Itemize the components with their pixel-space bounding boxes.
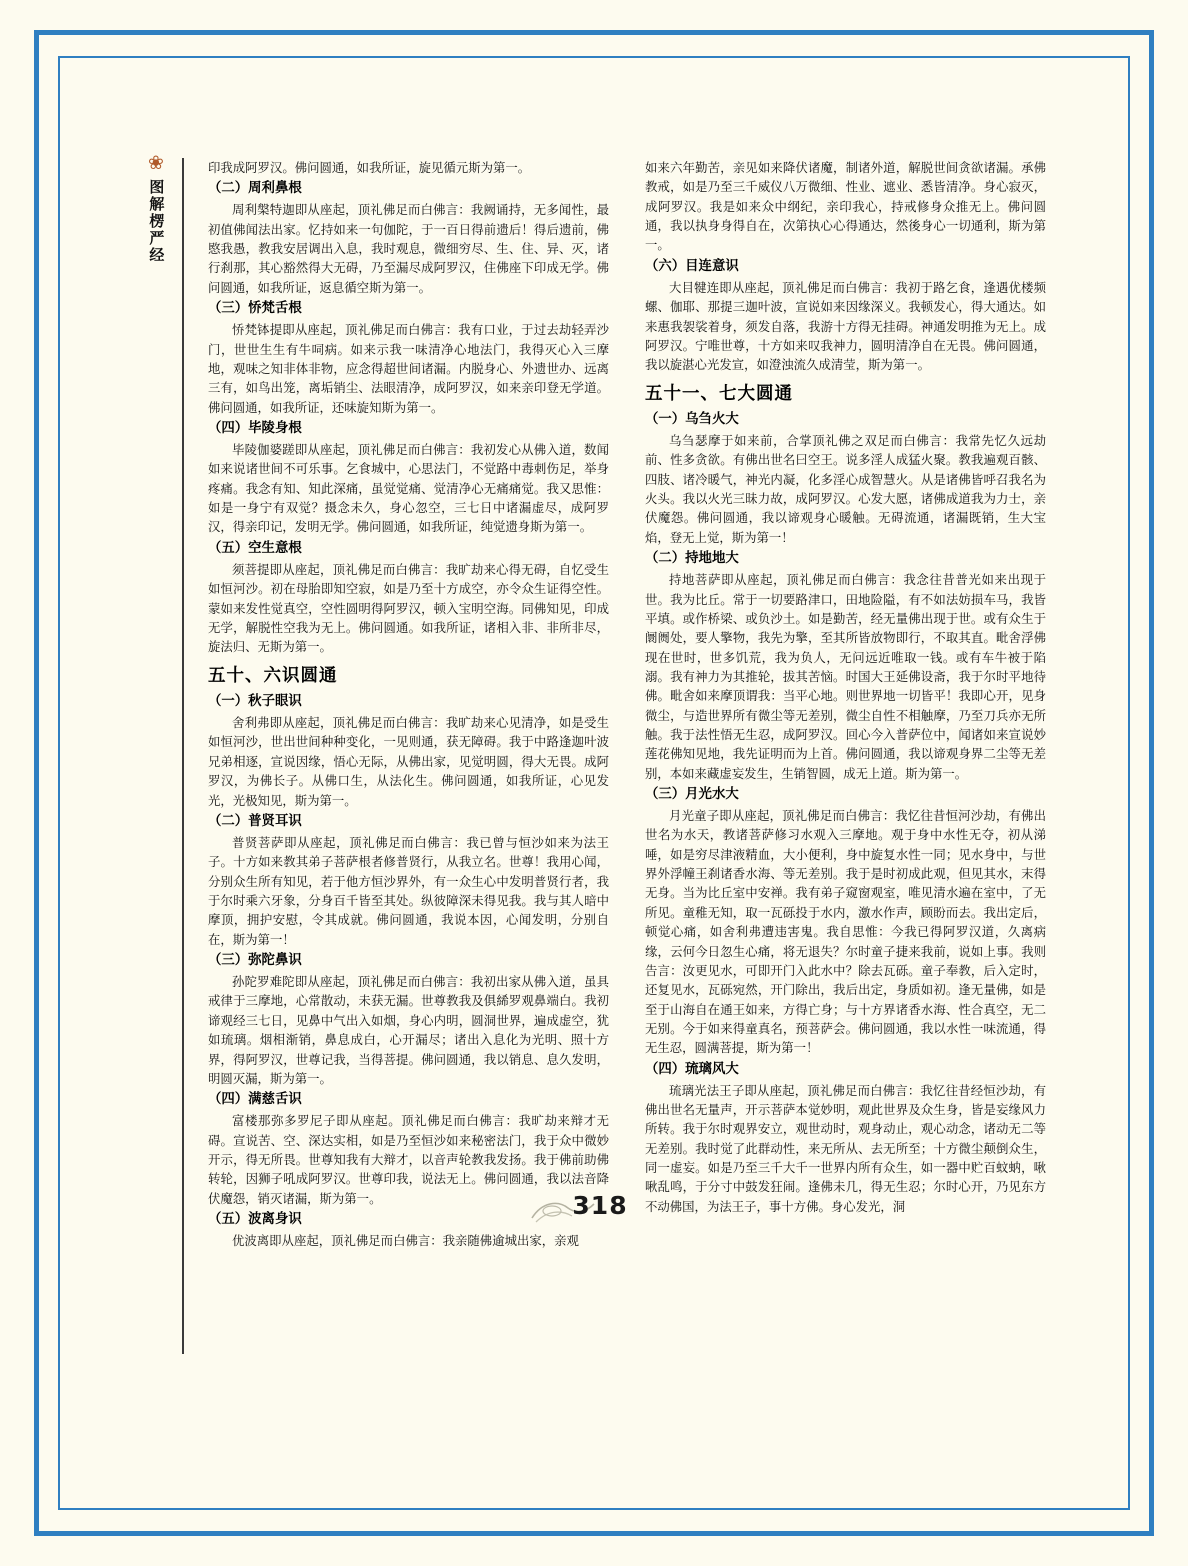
body-paragraph: 印我成阿罗汉。佛问圆通，如我所证，旋见循元斯为第一。 bbox=[208, 160, 531, 175]
left-text-column bbox=[208, 158, 609, 1251]
subsection-heading: （二）持地地大 bbox=[645, 551, 739, 567]
subsection-heading: （二）普贤耳识 bbox=[208, 813, 302, 829]
body-paragraph: 优波离即从座起，顶礼佛足而白佛言：我亲随佛逾城出家，亲观 bbox=[232, 1233, 579, 1249]
body-paragraph: 月光童子即从座起，顶礼佛足而白佛言：我忆往昔恒河沙劫，有佛出世名为水天，教诸菩萨修习水观入三摩地。观于身中水性无夺，初从涕唾，如是穷尽津液精血，大小便利，身中旋复水性一同；见水身中，与世界外浮幢王刹诸香水海、等无差别。我于是时初成此观，但见其水，末得无身。当为比丘室中安禅。我有弟子窥窗观室，唯见清水遍在室中，了无所见。童稚无知，取一瓦砾投于水内，激水作声，顾盼而去。我出定后，顿觉心痛，如舍利弗遭违害鬼。我自思惟：今我已得阿罗汉道，久离病缘，云何今日忽生心痛，将无退失？尔时童子捷来我前，说如上事。我则告言：汝更见水，可即开门入此水中？除去瓦砾。童子奉教，后入定时，还复见水，瓦砾宛然，开门除出，我后出定，身质如初。逢无量佛，如是至于山海自在通王如来，方得亡身；与十方界诸香水海、性合真空，无二无别。今于如来得童真名，预菩萨会。佛问圆通，我以水性一味流通，得无生忍，圆满菩提，斯为第一！ bbox=[645, 808, 1046, 1056]
subsection-heading: （一）乌刍火大 bbox=[645, 411, 739, 427]
right-text-column bbox=[645, 158, 1046, 1251]
body-paragraph: 大目犍连即从座起，顶礼佛足而白佛言：我初于路乞食，逢遇优楼频螺、伽耶、那提三迦叶波，宣说如来因缘深义。我顿发心，得大通达。如来惠我袈裟着身，须发自落，我游十方得无挂碍。神通发明推为无上。成阿罗汉。宁唯世尊，十方如来叹我神力，圆明清净自在无畏。佛问圆通，我以旋湛心光发宣，如澄浊流久成清莹，斯为第一。 bbox=[645, 279, 1046, 373]
column-divider-rule bbox=[182, 158, 184, 1354]
flower-icon: ❀ bbox=[148, 152, 164, 174]
text-columns bbox=[208, 158, 1046, 1251]
book-title: 图解楞严经 bbox=[147, 179, 166, 264]
body-paragraph: 普贤菩萨即从座起，顶礼佛足而白佛言：我已曾与恒沙如来为法王子。十方如来教其弟子菩萨根者修普贤行，从我立名。世尊！我用心闻，分别众生所有知见，若于他方恒沙界外，有一众生心中发明普贤行者，我于尔时乘六牙象，分身百千皆至其处。纵彼障深未得见我。我与其人暗中摩顶，拥护安慰，令其成就。佛问圆通，我说本因，心闻发明，分别自在，斯为第一！ bbox=[208, 834, 609, 947]
body-paragraph: 如来六年勤苦，亲见如来降伏诸魔，制诸外道，解脱世间贪欲诸漏。承佛教戒，如是乃至三千威仪八万微细、性业、遮业、悉皆清净。身心寂灭，成阿罗汉。我是如来众中纲纪，亲印我心，持戒修身众推无上。佛问圆通，我以执身身得自在，次第执心心得通达，然後身心一切通利，斯为第一。 bbox=[645, 160, 1046, 253]
subsection-heading: （四）满慈舌识 bbox=[208, 1092, 302, 1108]
subsection-heading: （一）秋子眼识 bbox=[208, 694, 302, 710]
book-side-tab bbox=[134, 154, 178, 268]
body-paragraph: 须菩提即从座起，顶礼佛足而白佛言：我旷劫来心得无碍，自忆受生如恒河沙。初在母胎即知空寂，如是乃至十方成空，亦令众生证得空性。蒙如来发性觉真空，空性圆明得阿罗汉，顿入宝明空海。同佛知见，印成无学，解脱性空我为无上。佛问圆通。如我所证，诸相入非、非所非尽，旋法归、无斯为第一。 bbox=[208, 561, 609, 655]
subsection-heading: （三）月光水大 bbox=[645, 786, 739, 802]
body-paragraph: 持地菩萨即从座起，顶礼佛足而白佛言：我念往昔普光如来出现于世。我为比丘。常于一切要路津口，田地险隘，有不如法妨损车马，我皆平填。或作桥梁、或负沙土。如是勤苦，经无量佛出现于世。或有众生于阛阓处，要人擎物，我先为擎，至其所皆放物即行，不取其直。毗舍浮佛现在世时，世多饥荒，我为负人，无问远近唯取一钱。或有车牛被于陷溺。我有神力为其推轮，拔其苦恼。时国大王延佛设斋，我于尔时平地待佛。毗舍如来摩顶谓我：当平心地。则世界地一切皆平！我即心开，见身微尘，与造世界所有微尘等无差别，微尘自性不相触摩，乃至刀兵亦无所触。我于法性悟无生忍，成阿罗汉。回心今入普萨位中，闻诸如来宣说妙莲花佛知见地，我先证明而为上首。佛问圆通，我以谛观身界二尘等无差别，本如来藏虚妄发生，生销智圆，成无上道。斯为第一。 bbox=[645, 572, 1046, 781]
page-number: 318 bbox=[572, 1191, 628, 1220]
subsection-heading: （五）波离身识 bbox=[208, 1212, 302, 1228]
section-heading: 五十一、七大圆通 bbox=[645, 383, 793, 404]
body-paragraph: 富楼那弥多罗尼子即从座起。顶礼佛足而白佛言：我旷劫来辩才无碍。宣说苦、空、深达实相，如是乃至恒沙如来秘密法门，我于众中微妙开示，得无所畏。世尊知我有大辩才，以音声轮教我发扬。我于佛前助佛转轮，因狮子吼成阿罗汉。世尊印我，说法无上。佛问圆通，我以法音降伏魔怨，销灭诸漏，斯为第一。 bbox=[208, 1113, 609, 1206]
page-content bbox=[147, 140, 1050, 1370]
subsection-heading: （五）空生意根 bbox=[208, 540, 302, 556]
body-paragraph: 周利槃特迦即从座起，顶礼佛足而白佛言：我阙诵持，无多闻性，最初值佛闻法出家。忆持如来一句伽陀，于一百日得前遗后！得后遗前，佛愍我愚，教我安居调出入息，我时观息，微细穷尽、生、住、异、灭，诸行刹那，其心豁然得大无碍，乃至漏尽成阿罗汉，住佛座下印成无学。佛问圆通，如我所证，返息循空斯为第一。 bbox=[208, 202, 609, 295]
subsection-heading: （四）琉璃风大 bbox=[645, 1061, 739, 1077]
subsection-heading: （三）弥陀鼻识 bbox=[208, 953, 302, 969]
subsection-heading: （四）毕陵身根 bbox=[208, 421, 302, 436]
subsection-heading: （三）㤭梵舌根 bbox=[208, 301, 302, 317]
body-paragraph: 琉璃光法王子即从座起，顶礼佛足而白佛言：我忆往昔经恒沙劫，有佛出世名无量声，开示菩萨本觉妙明，观此世界及众生身，皆是妄缘风力所转。我于尔时观界安立，观世动时，观身动止，观心动念，诸动无二等无差别。我时觉了此群动性，来无所从、去无所至；十方微尘颠倒众生，同一虚妄。如是乃至三千大千一世界内所有众生，如一器中贮百蚊蚋，啾啾乱鸣，于分寸中鼓发狂闹。逢佛未几，得无生忍；尔时心开，乃见东方不动佛国，为法王子，事十方佛。身心发光，洞 bbox=[645, 1082, 1046, 1214]
body-paragraph: 舍利弗即从座起，顶礼佛足而白佛言：我旷劫来心见清净，如是受生如恒河沙，世出世间种种变化，一见则通，获无障碍。我于中路逢迦叶波兄弟相逐，宣说因缘，悟心无际，从佛出家，见觉明圆，得大无畏。成阿罗汉，为佛长子。从佛口生，从法化生。佛问圆通，如我所证，心见发光，光极知见，斯为第一。 bbox=[208, 715, 609, 808]
subsection-heading: （六）目连意识 bbox=[645, 258, 739, 274]
subsection-heading: （二）周利鼻根 bbox=[208, 181, 302, 197]
page-number-area bbox=[150, 1191, 1050, 1220]
body-paragraph: 乌刍瑟摩于如来前，合掌顶礼佛之双足而白佛言：我常先忆久远劫前、性多贪欲。有佛出世名曰空王。说多淫人成猛火聚。教我遍观百骸、四肢、诸冷暖气，神光内凝，化多淫心成智慧火。从是诸佛皆呼召我名为火头。我以火光三昧力故，成阿罗汉。心发大愿，诸佛成道我为力士，亲伏魔怨。佛问圆通，我以谛观身心暖触。无碍流通，诸漏既销，生大宝焰，登无上觉，斯为第一！ bbox=[645, 433, 1046, 545]
body-paragraph: 孙陀罗难陀即从座起，顶礼佛足而白佛言：我初出家从佛入道，虽具戒律于三摩地，心常散动，未获无漏。世尊教我及俱絺罗观鼻端白。我初谛观经三七日，见鼻中气出入如烟，身心内明，圆洞世界，遍成虚空，犹如琉璃。烟相渐销，鼻息成白，心开漏尽；诸出入息化为光明、照十方界，得阿罗汉，世尊记我，当得菩提。佛问圆通，我以销息、息久发明，明圆灭漏，斯为第一。 bbox=[208, 974, 609, 1086]
body-paragraph: 毕陵伽婆蹉即从座起，顶礼佛足而白佛言：我初发心从佛入道，数闻如来说诸世间不可乐事。乞食城中，心思法门，不觉路中毒刺伤足，举身疼痛。我念有知、知此深痛，虽觉觉痛、觉清净心无痛痛觉。我又思惟：如是一身宁有双觉？摄念未久，身心忽空，三七日中诸漏虚尽，成阿罗汉，得亲印记，发明无学。佛问圆通，如我所证，纯觉遗身斯为第一。 bbox=[208, 442, 609, 535]
body-paragraph: 㤭梵钵提即从座起，顶礼佛足而白佛言：我有口业，于过去劫轻弄沙门，世世生生有牛呞病。如来示我一味清净心地法门，我得灭心入三摩地，观味之知非体非物，应念得超世间诸漏。内脱身心、外遗世办、远离三有，如鸟出笼，离垢销尘、法眼清净，成阿罗汉，如来亲印登无学道。佛问圆通，如我所证，还味旋知斯为第一。 bbox=[208, 322, 609, 415]
section-heading: 五十、六识圆通 bbox=[208, 665, 338, 686]
